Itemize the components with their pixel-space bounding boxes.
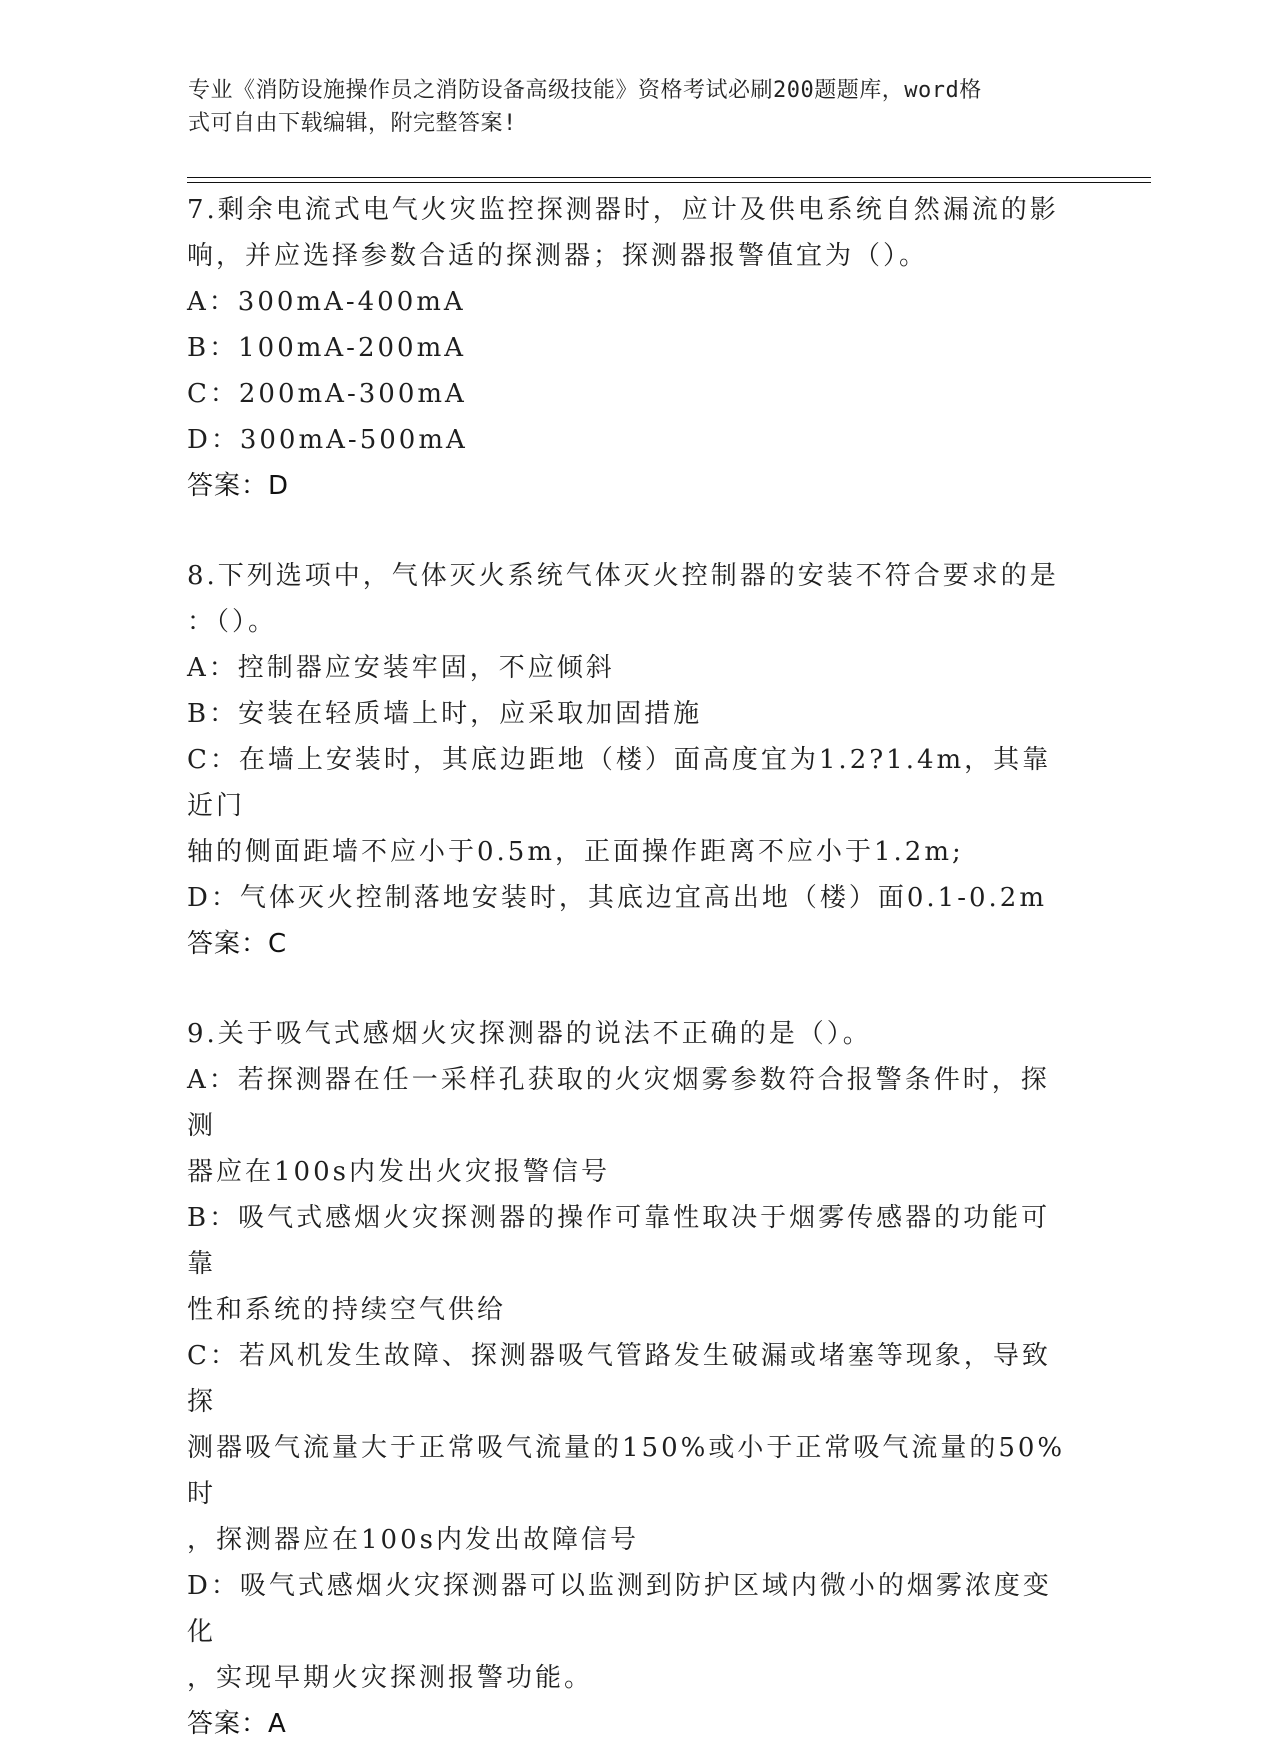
option-c: [187, 737, 1077, 875]
option-line: 测器吸气流量大于正常吸气流量的150%或小于正常吸气流量的50%时: [187, 1433, 1066, 1509]
option-b: [187, 325, 1077, 371]
question-list: [187, 187, 1077, 1747]
option-line: C：若风机发生故障、探测器吸气管路发生破漏或堵塞等现象，导致探: [187, 1341, 1051, 1417]
option-line: B：100mA-200mA: [187, 333, 467, 363]
option-line: D：气体灭火控制落地安装时，其底边宜高出地（楼）面0.1-0.2m: [187, 883, 1047, 913]
stem-line: 9.关于吸气式感烟火灾探测器的说法不正确的是（）。: [187, 1019, 872, 1049]
option-line: 性和系统的持续空气供给: [187, 1295, 507, 1325]
header-divider-bottom: [187, 182, 1151, 183]
option-c: [187, 1333, 1077, 1563]
option-line: 器应在100s内发出火灾报警信号: [187, 1157, 610, 1187]
option-d: [187, 875, 1077, 921]
option-line: D：300mA-500mA: [187, 425, 468, 455]
option-line: 轴的侧面距墙不应小于0.5m，正面操作距离不应小于1.2m;: [187, 837, 964, 867]
stem-line: ：（）。: [187, 607, 278, 637]
header-line-1: 专业《消防设施操作员之消防设备高级技能》资格考试必刷200题题库，word格: [188, 78, 982, 103]
option-line: C：在墙上安装时，其底边距地（楼）面高度宜为1.2?1.4m，其靠近门: [187, 745, 1052, 821]
answer-label: 答案：D: [187, 471, 290, 501]
option-line: B：吸气式感烟火灾探测器的操作可靠性取决于烟雾传感器的功能可靠: [187, 1203, 1051, 1279]
question-stem: [187, 553, 1077, 645]
option-b: [187, 691, 1077, 737]
question-7: [187, 187, 1077, 509]
option-line: A：控制器应安装牢固，不应倾斜: [187, 653, 615, 683]
question-spacer: [187, 509, 1077, 553]
option-line: B：安装在轻质墙上时，应采取加固措施: [187, 699, 703, 729]
option-line: ，探测器应在100s内发出故障信号: [187, 1525, 639, 1555]
question-stem: [187, 1011, 1077, 1057]
option-line: D：吸气式感烟火灾探测器可以监测到防护区域内微小的烟雾浓度变化: [187, 1571, 1052, 1647]
header-line-2: 式可自由下载编辑，附完整答案!: [188, 111, 517, 136]
answer-label: 答案：C: [187, 929, 288, 959]
option-a: [187, 645, 1077, 691]
option-c: [187, 371, 1077, 417]
option-line: A：300mA-400mA: [187, 287, 466, 317]
document-header: [188, 74, 1068, 140]
option-b: [187, 1195, 1077, 1333]
stem-line: 8.下列选项中，气体灭火系统气体灭火控制器的安装不符合要求的是: [187, 561, 1059, 591]
question-9: [187, 1011, 1077, 1747]
question-stem: [187, 187, 1077, 279]
option-a: [187, 1057, 1077, 1195]
option-line: C：200mA-300mA: [187, 379, 467, 409]
option-line: A：若探测器在任一采样孔获取的火灾烟雾参数符合报警条件时，探测: [187, 1065, 1050, 1141]
option-d: [187, 417, 1077, 463]
option-line: ，实现早期火灾探测报警功能。: [187, 1663, 594, 1693]
answer-label: 答案：A: [187, 1709, 287, 1739]
stem-line: 响，并应选择参数合适的探测器；探测器报警值宜为（）。: [187, 241, 929, 271]
header-divider-top: [187, 177, 1151, 178]
option-a: [187, 279, 1077, 325]
stem-line: 7.剩余电流式电气火灾监控探测器时，应计及供电系统自然漏流的影: [187, 195, 1059, 225]
option-d: [187, 1563, 1077, 1701]
question-spacer: [187, 967, 1077, 1011]
question-8: [187, 553, 1077, 967]
